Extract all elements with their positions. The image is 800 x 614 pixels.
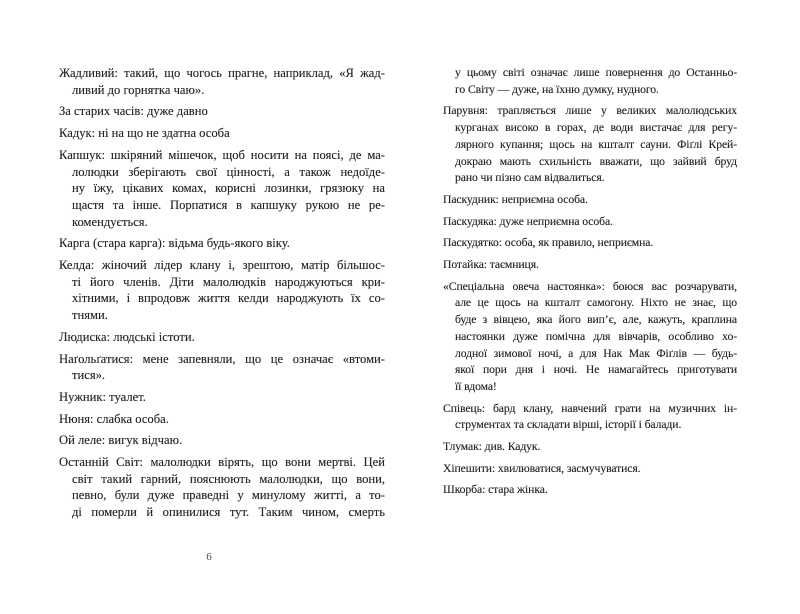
text-line: Останній Світ: малолюдки вірять, що вони мертві. Цей <box>59 455 385 470</box>
text-line: ті його членів. Діти малолюдків народжуються кри- <box>72 274 385 289</box>
text-line: ну їжу, цікавих комах, корисні лозинки, грязюку на <box>72 181 385 196</box>
text-line: комендується. <box>72 214 148 229</box>
text-line: Людиска: людські істоти. <box>59 329 195 344</box>
text-line: Нюня: слабка особа. <box>59 411 169 426</box>
text-line: ді померли й опинилися тут. Таким чином, смерть <box>72 505 385 520</box>
text-line: Паскудник: неприємна особа. <box>443 192 588 206</box>
text-line: Потайка: таємниця. <box>443 258 539 272</box>
glossary-entry <box>443 461 737 478</box>
text-line: Шкорба: стара жінка. <box>443 483 548 497</box>
text-line: лярного купання; щось на кшталт сауни. Фіґлі Крей- <box>455 137 737 151</box>
glossary-entry <box>59 351 385 384</box>
text-line: якої пори дня і ночі. Не намагайтесь приготувати <box>455 363 737 377</box>
text-line: струментах та складати вірші, історії і балади. <box>455 418 682 432</box>
text-line: Паскудятко: особа, як правило, неприємна. <box>443 236 654 250</box>
glossary-entry <box>443 279 737 396</box>
glossary-entry <box>443 482 737 499</box>
text-line: Келда: жіночий лідер клану і, зрештою, матір більшос- <box>59 258 385 273</box>
glossary-entry <box>59 103 385 120</box>
glossary-entry <box>59 257 385 324</box>
text-line: Тлумак: див. Кадук. <box>443 440 541 454</box>
glossary-entry <box>443 257 737 274</box>
text-line: Жадливий: такий, що чогось прагне, наприклад, «Я жад- <box>59 66 385 80</box>
text-line: докраю мають схильність вважати, що зайвий бруд <box>455 154 737 168</box>
text-line: курганах високо в горах, де води вистачає для регу- <box>455 121 737 135</box>
glossary-entry <box>443 401 737 434</box>
glossary-entry <box>443 103 737 187</box>
text-line: лодної зимової ночі, а для Нак Мак Фіґлів — будь- <box>455 346 737 360</box>
glossary-entry <box>59 411 385 428</box>
text-line: Хіпешити: хвилюватися, засмучуватися. <box>443 461 641 475</box>
text-line: її вдома! <box>455 379 497 393</box>
glossary-entry <box>59 454 385 521</box>
glossary-entry <box>443 235 737 252</box>
text-line: Капшук: шкіряний мішечок, щоб носити на поясі, де ма- <box>59 147 385 162</box>
text-line: рано чи пізно сам відвалиться. <box>455 171 605 185</box>
text-line: Ой леле: вигук відчаю. <box>59 433 183 448</box>
text-line: щастя та інше. Порпатися в капшуку рукою не ре- <box>72 197 385 212</box>
glossary-entry <box>443 439 737 456</box>
text-line: хітними, і впродовж життя келди народжують їх со- <box>72 291 385 306</box>
text-line: світ такий гарний, пояснюють малолюдки, що вони, <box>72 471 385 486</box>
page-number: 6 <box>206 551 212 563</box>
text-line: Нужник: туалет. <box>59 389 146 404</box>
glossary-entry <box>59 65 385 98</box>
text-line: Співець: бард клану, навчений грати на музичних ін- <box>443 401 737 415</box>
text-line: Кадук: ні на що не здатна особа <box>59 126 230 141</box>
text-line: тися». <box>72 368 106 383</box>
text-line: настоянки дуже помічна для вівчарів, особливо хо- <box>455 329 737 343</box>
glossary-entry <box>59 389 385 406</box>
left-column <box>59 65 385 526</box>
text-line: Наґольґатися: мене запевняли, що це означає «втоми- <box>59 351 385 366</box>
text-line: «Спеціальна овеча настоянка»: боюся вас розчарувати, <box>443 279 737 293</box>
text-line: За старих часів: дуже давно <box>59 104 208 119</box>
glossary-entry <box>59 235 385 252</box>
text-line: Карга (стара карга): відьма будь-якого віку. <box>59 236 290 251</box>
glossary-entry <box>59 147 385 231</box>
text-line: лолюдки зберігають свої цінності, а також недоїде- <box>72 164 385 179</box>
text-line: Парувня: трапляється лише у великих малолюдських <box>443 104 737 118</box>
text-line: тнями. <box>72 308 108 323</box>
glossary-entry <box>443 214 737 231</box>
text-line: у цьому світі означає лише повернення до Останньо- <box>455 66 737 79</box>
glossary-entry <box>443 192 737 209</box>
text-line: го Світу — дуже, на їхню думку, нудного. <box>455 82 659 96</box>
text-line: але це щось на кшталт самогону. Ніхто не знає, що <box>455 296 737 310</box>
text-line: Паскудяка: дуже неприємна особа. <box>443 214 613 228</box>
text-line: ливий до горнятка чаю». <box>72 82 205 97</box>
text-line: буде з вівцею, яка його вип’є, але, кажуть, краплина <box>455 313 737 327</box>
right-column <box>443 65 737 504</box>
glossary-entry <box>59 125 385 142</box>
glossary-entry <box>59 432 385 449</box>
glossary-entry <box>59 329 385 346</box>
glossary-entry <box>443 65 737 98</box>
text-line: певно, були дуже праведні у минулому житті, а то- <box>72 488 385 503</box>
